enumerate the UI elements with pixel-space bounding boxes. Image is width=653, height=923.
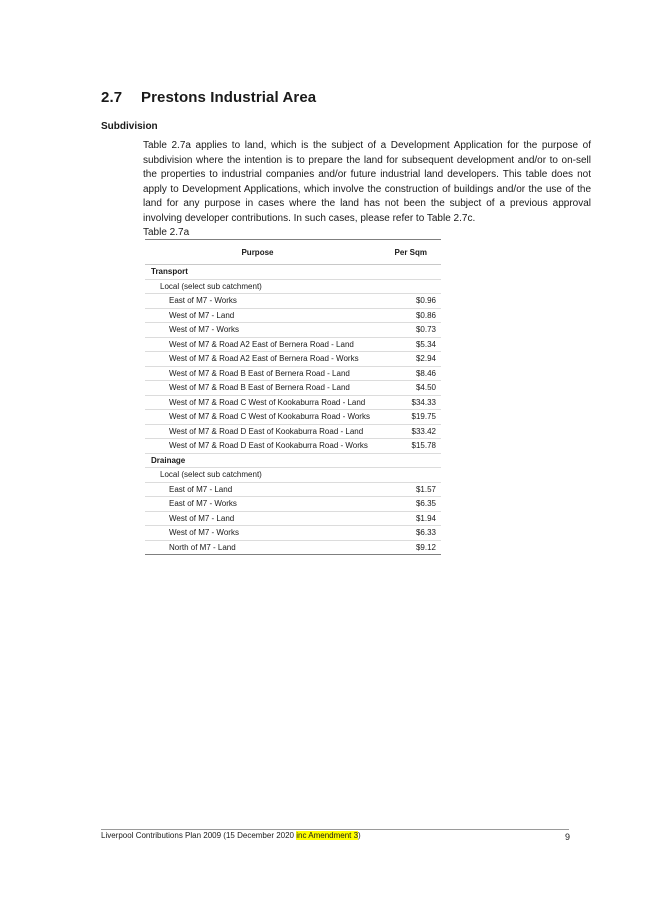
table-row — [145, 482, 441, 497]
table-row — [145, 497, 441, 512]
page-number: 9 — [565, 832, 571, 842]
table-row — [145, 540, 441, 555]
row-purpose: East of M7 - Works — [145, 294, 370, 309]
row-purpose: West of M7 - Land — [145, 308, 370, 323]
intro-paragraph: Table 2.7a applies to land, which is the subject of a Development Application for the purpose of subdivision where the intention is to prepare the land for subsequent development and/or to on-sell the properties to industrial companies and/or future industrial land developers. This table does not apply to Development Applications, which involve the construction of buildings and/or the use of the land for any purpose in cases where the land has not been the subject of a previous approval involving developer contributions. In such cases, please refer to Table 2.7c. — [143, 140, 591, 224]
section-heading — [101, 89, 316, 106]
row-rate: $8.46 — [370, 366, 441, 381]
row-rate: $0.96 — [370, 294, 441, 309]
row-purpose: West of M7 - Works — [145, 323, 370, 338]
row-rate: $6.33 — [370, 526, 441, 541]
row-rate: $19.75 — [370, 410, 441, 425]
row-purpose: West of M7 & Road B East of Bernera Road - Land — [145, 381, 370, 396]
table-row — [145, 366, 441, 381]
row-rate: $1.57 — [370, 482, 441, 497]
subgroup-label: Local (select sub catchment) — [145, 468, 441, 483]
row-rate: $33.42 — [370, 424, 441, 439]
row-purpose: North of M7 - Land — [145, 540, 370, 555]
row-purpose: West of M7 & Road C West of Kookaburra Road - Works — [145, 410, 370, 425]
row-purpose: West of M7 & Road D East of Kookaburra Road - Land — [145, 424, 370, 439]
rate-column-header: Per Sqm — [370, 240, 441, 265]
table-row — [145, 395, 441, 410]
table-row — [145, 381, 441, 396]
row-purpose: East of M7 - Land — [145, 482, 370, 497]
subgroup-label: Local (select sub catchment) — [145, 279, 441, 294]
table-body — [145, 265, 441, 555]
section-title: Prestons Industrial Area — [141, 89, 317, 106]
row-purpose: West of M7 & Road B East of Bernera Road - Land — [145, 366, 370, 381]
row-purpose: West of M7 & Road C West of Kookaburra Road - Land — [145, 395, 370, 410]
row-rate: $4.50 — [370, 381, 441, 396]
footer-close-paren: ) — [358, 831, 361, 840]
group-name: Transport — [145, 265, 441, 280]
row-rate: $6.35 — [370, 497, 441, 512]
row-purpose: West of M7 & Road D East of Kookaburra Road - Works — [145, 439, 370, 454]
footer-plan-title: Liverpool Contributions Plan 2009 (15 December 2020 — [101, 831, 297, 840]
row-rate: $0.73 — [370, 323, 441, 338]
row-rate: $0.86 — [370, 308, 441, 323]
table-row — [145, 526, 441, 541]
row-rate: $9.12 — [370, 540, 441, 555]
section-number: 2.7 — [101, 89, 123, 106]
table-row — [145, 323, 441, 338]
footer-divider — [101, 829, 569, 830]
table-row — [145, 308, 441, 323]
group-name: Drainage — [145, 453, 441, 468]
table-row — [145, 511, 441, 526]
table-caption: Table 2.7a — [143, 227, 190, 238]
row-purpose: East of M7 - Works — [145, 497, 370, 512]
table-row — [145, 294, 441, 309]
table-subgroup-row — [145, 468, 441, 483]
footer-text — [101, 831, 361, 840]
row-rate: $34.33 — [370, 395, 441, 410]
table-group-row — [145, 453, 441, 468]
table-row — [145, 439, 441, 454]
row-rate: $1.94 — [370, 511, 441, 526]
table-header-row — [145, 240, 441, 265]
table-row — [145, 410, 441, 425]
row-rate: $5.34 — [370, 337, 441, 352]
row-rate: $2.94 — [370, 352, 441, 367]
contribution-rates-table — [145, 239, 441, 555]
subdivision-subheading: Subdivision — [101, 121, 158, 132]
row-purpose: West of M7 - Land — [145, 511, 370, 526]
table-group-row — [145, 265, 441, 280]
table-row — [145, 424, 441, 439]
row-purpose: West of M7 - Works — [145, 526, 370, 541]
row-purpose: West of M7 & Road A2 East of Bernera Road - Land — [145, 337, 370, 352]
footer-amendment-highlight: inc Amendment 3 — [296, 831, 359, 840]
table-row — [145, 337, 441, 352]
table-subgroup-row — [145, 279, 441, 294]
table-row — [145, 352, 441, 367]
row-rate: $15.78 — [370, 439, 441, 454]
row-purpose: West of M7 & Road A2 East of Bernera Road - Works — [145, 352, 370, 367]
purpose-column-header: Purpose — [145, 240, 370, 265]
